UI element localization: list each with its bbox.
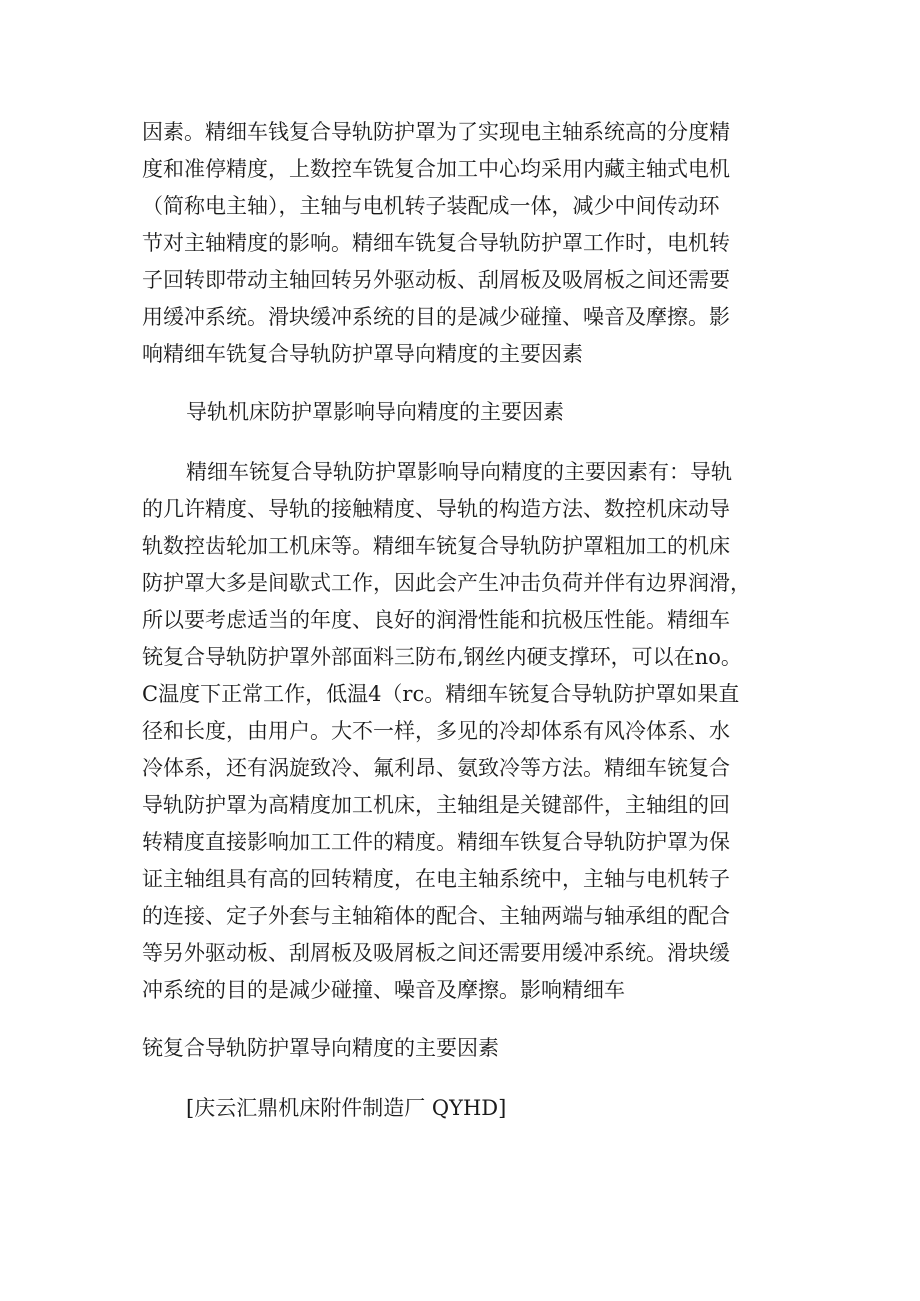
- paragraph-4-line-1: 铳复合导轨防护罩导向精度的主要因素: [142, 1036, 499, 1060]
- paragraph-3-line-9: 冷体系，还有涡旋致冷、氟利昂、氨致冷等方法。精细车铳复合: [142, 756, 730, 780]
- company-signature: [庆云汇鼎机床附件制造厂 QYHD]: [186, 1096, 507, 1120]
- paragraph-3-line-5: 所以要考虑适当的年度、良好的润滑性能和抗极压性能。精细车: [142, 608, 730, 632]
- paragraph-3-line-4: 防护罩大多是间歇式工作，因此会产生冲击负荷并伴有边界润滑，: [142, 571, 751, 595]
- paragraph-1-line-3: （简称电主轴），主轴与电机转子装配成一体，减少中间传动环: [142, 194, 720, 218]
- paragraph-3-line-8: 径和长度，由用户。大不一样，多见的冷却体系有风冷体系、水: [142, 719, 730, 743]
- paragraph-3-line-1: 精细车铳复合导轨防护罩影响导向精度的主要因素有：导轨: [186, 460, 732, 484]
- paragraph-1-line-6: 用缓冲系统。滑块缓冲系统的目的是减少碰撞、噪音及摩擦。影: [142, 305, 730, 329]
- paragraph-3-line-7: C温度下正常工作，低温4（rc。精细车铳复合导轨防护罩如果直: [142, 682, 740, 706]
- paragraph-3-line-3: 轨数控齿轮加工机床等。精细车铳复合导轨防护罩粗加工的机床: [142, 534, 730, 558]
- paragraph-3-line-13: 的连接、定子外套与主轴箱体的配合、主轴两端与轴承组的配合: [142, 904, 730, 928]
- paragraph-1-line-5: 子回转即带动主轴回转另外驱动板、刮屑板及吸屑板之间还需要: [142, 268, 730, 292]
- paragraph-1-line-1: 因素。精细车钱复合导轨防护罩为了实现电主轴系统高的分度精: [142, 120, 730, 144]
- paragraph-3-line-6: 铳复合导轨防护罩外部面料三防布,钢丝内硬支撑环，可以在no。: [142, 645, 742, 669]
- paragraph-1-line-7: 响精细车铣复合导轨防护罩导向精度的主要因素: [142, 342, 583, 366]
- paragraph-3-line-15: 冲系统的目的是减少碰撞、噪音及摩擦。影响精细车: [142, 978, 625, 1002]
- paragraph-1-line-4: 节对主轴精度的影响。精细车铣复合导轨防护罩工作时，电机转: [142, 231, 730, 255]
- paragraph-3-line-10: 导轨防护罩为高精度加工机床，主轴组是关键部件，主轴组的回: [142, 793, 730, 817]
- paragraph-3-line-2: 的几许精度、导轨的接触精度、导轨的构造方法、数控机床动导: [142, 497, 730, 521]
- paragraph-3-line-11: 转精度直接影响加工工件的精度。精细车铁复合导轨防护罩为保: [142, 830, 730, 854]
- paragraph-3-line-12: 证主轴组具有高的回转精度，在电主轴系统中，主轴与电机转子: [142, 867, 730, 891]
- paragraph-3-line-14: 等另外驱动板、刮屑板及吸屑板之间还需要用缓冲系统。滑块缓: [142, 941, 730, 965]
- paragraph-1-line-2: 度和准停精度，上数控车铣复合加工中心均采用内藏主轴式电机: [142, 157, 730, 181]
- section-heading: 导轨机床防护罩影响导向精度的主要因素: [186, 400, 564, 424]
